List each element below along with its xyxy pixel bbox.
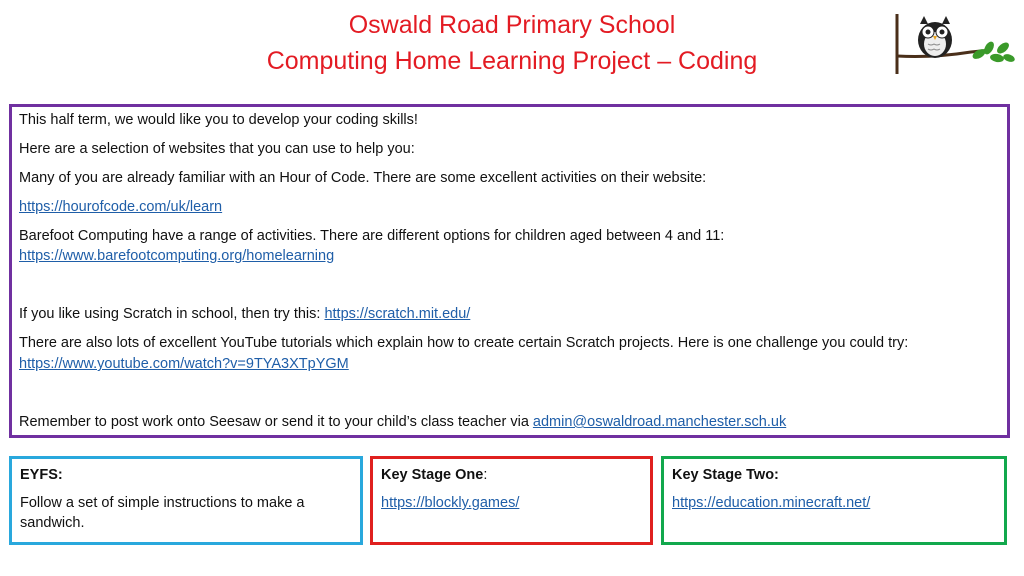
youtube-text: There are also lots of excellent YouTube tutorials which explain how to create certain Scratch projects. Here is one challenge you could try: <box>19 335 909 351</box>
ks1-colon: : <box>483 467 488 483</box>
owl-on-branch-icon <box>893 12 1015 78</box>
eyfs-body: Follow a set of simple instructions to make a sandwich. <box>20 495 305 531</box>
email-link[interactable]: admin@oswaldroad.manchester.sch.uk <box>532 414 787 430</box>
selection-text: Here are a selection of websites that you can use to help you: <box>19 141 415 157</box>
barefoot-text: Barefoot Computing have a range of activities. There are different options for children aged between 4 and 11: <box>19 228 725 244</box>
eyfs-heading: EYFS: <box>20 467 63 483</box>
key-stage-two-box <box>661 456 1007 545</box>
seesaw-text: Remember to post work onto Seesaw or send it to your child’s class teacher via <box>19 414 533 430</box>
ks2-heading: Key Stage Two: <box>672 467 779 483</box>
main-info-box <box>9 104 1010 438</box>
minecraft-link[interactable]: https://education.minecraft.net/ <box>672 495 871 511</box>
page-title: Oswald Road Primary School <box>348 11 676 39</box>
eyfs-box <box>9 456 363 545</box>
key-stage-one-box <box>370 456 653 545</box>
blockly-link[interactable]: https://blockly.games/ <box>381 495 520 511</box>
scratch-text: If you like using Scratch in school, then try this: <box>19 306 325 322</box>
youtube-link[interactable]: https://www.youtube.com/watch?v=9TYA3XTpYGM <box>19 356 349 372</box>
ks1-heading: Key Stage One <box>381 467 484 483</box>
scratch-link[interactable]: https://scratch.mit.edu/ <box>324 306 471 322</box>
hour-of-code-text: Many of you are already familiar with an Hour of Code. There are some excellent activities on their website: <box>19 170 707 186</box>
intro-text: This half term, we would like you to develop your coding skills! <box>19 112 418 128</box>
hourofcode-link[interactable]: https://hourofcode.com/uk/learn <box>19 199 223 215</box>
page-subtitle: Computing Home Learning Project – Coding <box>266 47 758 75</box>
barefoot-link[interactable]: https://www.barefootcomputing.org/homelearning <box>19 248 335 264</box>
